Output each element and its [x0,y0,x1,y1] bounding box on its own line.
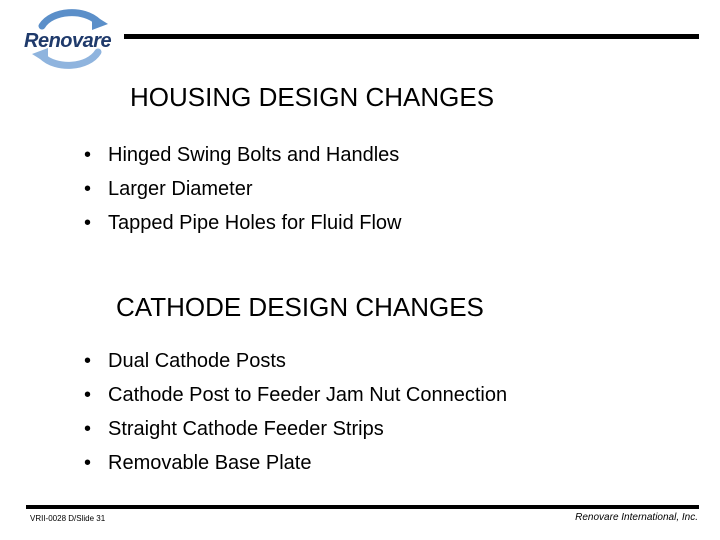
section-heading-housing: HOUSING DESIGN CHANGES [130,82,495,112]
list-item [84,138,401,172]
list-item-text: Larger Diameter [108,178,253,200]
list-item [84,412,507,446]
list-item-text: Straight Cathode Feeder Strips [108,418,384,440]
section-heading-cathode: CATHODE DESIGN CHANGES [116,292,484,322]
list-item [84,172,401,206]
header-rule [124,34,699,39]
company-credit: Renovare International, Inc. [575,512,698,523]
list-item [84,446,507,480]
bullet-icon: • [84,144,92,166]
list-item-text: Cathode Post to Feeder Jam Nut Connection [108,384,508,406]
list-item-text: Hinged Swing Bolts and Handles [108,144,400,166]
list-item-text: Dual Cathode Posts [108,350,286,372]
housing-bullet-list [84,138,401,240]
list-item-text: Removable Base Plate [108,452,312,474]
slide-reference: VRII-0028 D/Slide 31 [30,514,106,523]
cathode-bullet-list [84,344,507,480]
bullet-icon: • [84,384,92,406]
bullet-icon: • [84,350,92,372]
list-item-text: Tapped Pipe Holes for Fluid Flow [108,212,402,234]
list-item [84,344,507,378]
list-item [84,206,401,240]
bullet-icon: • [84,452,92,474]
logo-wordmark: Renovare [24,30,112,52]
bullet-icon: • [84,212,92,234]
footer-rule [26,505,699,509]
list-item [84,378,507,412]
company-logo [22,8,118,70]
bullet-icon: • [84,418,92,440]
bullet-icon: • [84,178,92,200]
